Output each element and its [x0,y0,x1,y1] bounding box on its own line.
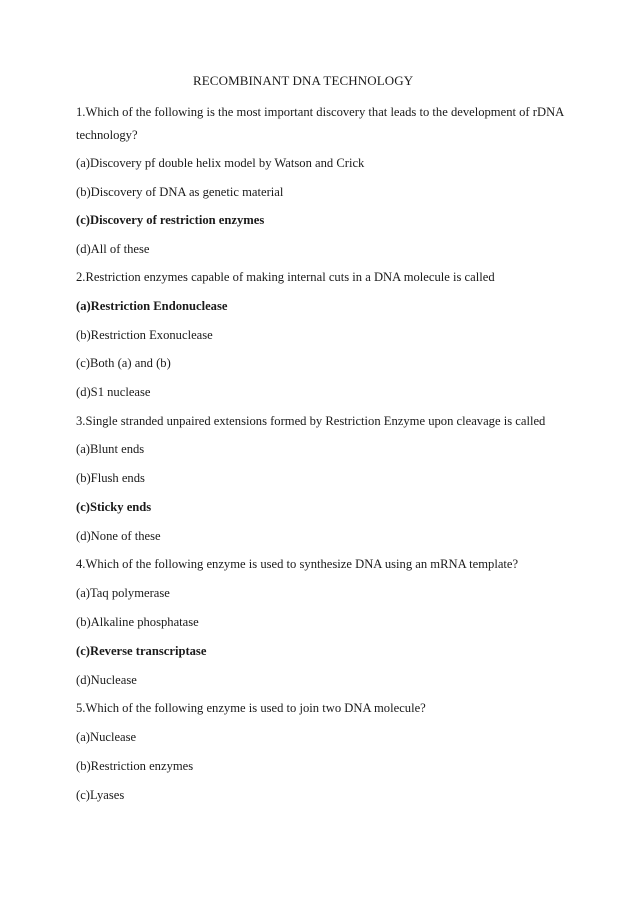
question-1-option-a: (a)Discovery pf double helix model by Watson and Crick [76,156,365,170]
question-2-option-a-answer: (a)Restriction Endonuclease [76,299,228,313]
question-4-option-d: (d)Nuclease [76,673,137,687]
question-1-text-cont: technology? [76,128,138,142]
question-2-text: 2.Restriction enzymes capable of making internal cuts in a DNA molecule is called [76,270,495,284]
question-1-option-b: (b)Discovery of DNA as genetic material [76,185,284,199]
question-2-option-b: (b)Restriction Exonuclease [76,328,213,342]
document-title: RECOMBINANT DNA TECHNOLOGY [193,73,414,88]
question-5-option-c: (c)Lyases [76,788,125,802]
question-3-option-d: (d)None of these [76,529,161,543]
question-3-option-b: (b)Flush ends [76,471,145,485]
question-1-option-d: (d)All of these [76,242,150,256]
question-4-option-b: (b)Alkaline phosphatase [76,615,199,629]
question-3-option-a: (a)Blunt ends [76,442,145,456]
question-4-option-c-answer: (c)Reverse transcriptase [76,644,207,658]
question-2-option-c: (c)Both (a) and (b) [76,356,171,370]
question-3-option-c-answer: (c)Sticky ends [76,500,152,514]
question-5-option-a: (a)Nuclease [76,730,137,744]
question-2-option-d: (d)S1 nuclease [76,385,151,399]
question-5-option-b: (b)Restriction enzymes [76,759,194,773]
question-1-option-c-answer: (c)Discovery of restriction enzymes [76,213,265,227]
question-5-text: 5.Which of the following enzyme is used to join two DNA molecule? [76,701,426,715]
question-3-text: 3.Single stranded unpaired extensions formed by Restriction Enzyme upon cleavage is called [76,414,546,428]
question-4-option-a: (a)Taq polymerase [76,586,170,600]
question-4-text: 4.Which of the following enzyme is used to synthesize DNA using an mRNA template? [76,557,519,571]
question-1-text: 1.Which of the following is the most important discovery that leads to the development of rDNA [76,105,565,119]
